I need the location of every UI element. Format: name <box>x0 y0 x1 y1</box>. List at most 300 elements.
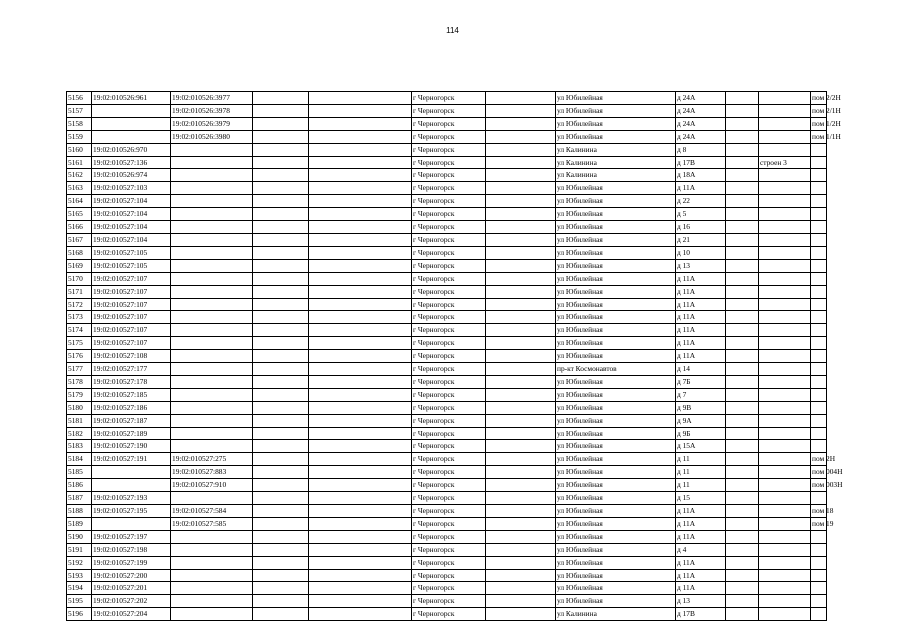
cell-sub-cadastral-number <box>171 195 253 208</box>
cell-sub-cadastral-number <box>171 221 253 234</box>
cell-premises <box>811 259 827 272</box>
cell-city: г Черногорск <box>412 517 486 530</box>
cell-house: д 11А <box>676 272 726 285</box>
cell-row-number: 5195 <box>67 595 92 608</box>
cell-col-5 <box>309 608 412 621</box>
cell-premises <box>811 582 827 595</box>
cell-street: ул Юбилейная <box>556 388 676 401</box>
cell-row-number: 5178 <box>67 375 92 388</box>
cell-building <box>759 182 811 195</box>
cell-city: г Черногорск <box>412 608 486 621</box>
cell-col-10 <box>726 337 759 350</box>
cell-cadastral-number: 19:02:010527:108 <box>92 350 171 363</box>
cell-premises <box>811 182 827 195</box>
cell-col-7 <box>486 337 556 350</box>
cell-col-7 <box>486 169 556 182</box>
cell-col-5 <box>309 479 412 492</box>
cell-col-4 <box>253 130 309 143</box>
cell-col-10 <box>726 595 759 608</box>
cell-col-4 <box>253 582 309 595</box>
cell-building <box>759 595 811 608</box>
cell-building <box>759 337 811 350</box>
cell-street: ул Юбилейная <box>556 569 676 582</box>
cell-street: ул Юбилейная <box>556 453 676 466</box>
cell-sub-cadastral-number: 19:02:010527:910 <box>171 479 253 492</box>
cell-col-4 <box>253 350 309 363</box>
cell-col-4 <box>253 169 309 182</box>
cell-street: ул Калинина <box>556 169 676 182</box>
cell-street: пр-кт Космонавтов <box>556 363 676 376</box>
cell-sub-cadastral-number <box>171 311 253 324</box>
cell-col-7 <box>486 156 556 169</box>
cell-sub-cadastral-number <box>171 530 253 543</box>
cell-col-4 <box>253 427 309 440</box>
cell-street: ул Калинина <box>556 156 676 169</box>
cell-col-4 <box>253 479 309 492</box>
cell-street: ул Юбилейная <box>556 375 676 388</box>
cell-cadastral-number: 19:02:010527:187 <box>92 414 171 427</box>
cell-col-4 <box>253 311 309 324</box>
cell-building <box>759 543 811 556</box>
cell-row-number: 5158 <box>67 117 92 130</box>
cell-street: ул Юбилейная <box>556 337 676 350</box>
cell-col-5 <box>309 401 412 414</box>
table-row <box>67 156 827 169</box>
cell-row-number: 5174 <box>67 324 92 337</box>
cell-premises <box>811 156 827 169</box>
cell-col-5 <box>309 505 412 518</box>
cell-col-7 <box>486 208 556 221</box>
table-row <box>67 337 827 350</box>
cell-sub-cadastral-number: 19:02:010526:3979 <box>171 117 253 130</box>
cell-sub-cadastral-number <box>171 427 253 440</box>
cell-premises <box>811 208 827 221</box>
cell-col-4 <box>253 259 309 272</box>
cell-city: г Черногорск <box>412 117 486 130</box>
cell-cadastral-number: 19:02:010527:185 <box>92 388 171 401</box>
page-number: 114 <box>446 26 459 35</box>
cell-house: д 11А <box>676 182 726 195</box>
cell-sub-cadastral-number <box>171 259 253 272</box>
cell-cadastral-number: 19:02:010527:107 <box>92 272 171 285</box>
cell-col-4 <box>253 221 309 234</box>
table-row <box>67 608 827 621</box>
cell-sub-cadastral-number: 19:02:010527:883 <box>171 466 253 479</box>
table-row <box>67 324 827 337</box>
cell-cadastral-number: 19:02:010527:107 <box>92 285 171 298</box>
cell-cadastral-number: 19:02:010527:107 <box>92 324 171 337</box>
cell-col-7 <box>486 350 556 363</box>
cell-col-5 <box>309 117 412 130</box>
cell-premises <box>811 427 827 440</box>
cell-house: д 11А <box>676 350 726 363</box>
cell-street: ул Юбилейная <box>556 272 676 285</box>
cell-sub-cadastral-number: 19:02:010527:275 <box>171 453 253 466</box>
table-row <box>67 117 827 130</box>
cell-building <box>759 285 811 298</box>
cell-row-number: 5173 <box>67 311 92 324</box>
cell-cadastral-number: 19:02:010527:193 <box>92 492 171 505</box>
cell-col-5 <box>309 246 412 259</box>
cell-house: д 11А <box>676 556 726 569</box>
cell-city: г Черногорск <box>412 337 486 350</box>
cell-col-4 <box>253 569 309 582</box>
cell-col-10 <box>726 363 759 376</box>
cell-house: д 15 <box>676 492 726 505</box>
table-row <box>67 298 827 311</box>
cell-premises <box>811 285 827 298</box>
cell-premises: пом 2/1Н <box>811 104 827 117</box>
cell-city: г Черногорск <box>412 543 486 556</box>
cell-col-5 <box>309 324 412 337</box>
cell-col-10 <box>726 195 759 208</box>
cell-col-5 <box>309 388 412 401</box>
cell-building <box>759 466 811 479</box>
cell-sub-cadastral-number <box>171 182 253 195</box>
cell-row-number: 5182 <box>67 427 92 440</box>
cell-col-4 <box>253 375 309 388</box>
cell-col-10 <box>726 324 759 337</box>
cell-city: г Черногорск <box>412 350 486 363</box>
registry-table <box>66 91 843 621</box>
cell-col-7 <box>486 298 556 311</box>
cell-house: д 14 <box>676 363 726 376</box>
cell-col-5 <box>309 375 412 388</box>
cell-street: ул Юбилейная <box>556 259 676 272</box>
cell-cadastral-number: 19:02:010527:177 <box>92 363 171 376</box>
cell-city: г Черногорск <box>412 92 486 105</box>
cell-house: д 18А <box>676 169 726 182</box>
cell-col-4 <box>253 608 309 621</box>
table-row <box>67 259 827 272</box>
cell-sub-cadastral-number: 19:02:010526:3977 <box>171 92 253 105</box>
cell-house: д 22 <box>676 195 726 208</box>
cell-row-number: 5170 <box>67 272 92 285</box>
cell-building: строен 3 <box>759 156 811 169</box>
table-row <box>67 169 827 182</box>
cell-col-4 <box>253 195 309 208</box>
cell-col-5 <box>309 233 412 246</box>
cell-sub-cadastral-number <box>171 363 253 376</box>
table-row <box>67 388 827 401</box>
cell-premises <box>811 298 827 311</box>
cell-col-7 <box>486 311 556 324</box>
table-row <box>67 375 827 388</box>
cell-col-5 <box>309 298 412 311</box>
cell-house: д 15А <box>676 440 726 453</box>
cell-cadastral-number: 19:02:010526:974 <box>92 169 171 182</box>
cell-col-10 <box>726 388 759 401</box>
cell-row-number: 5187 <box>67 492 92 505</box>
cell-col-5 <box>309 414 412 427</box>
table-row <box>67 104 827 117</box>
cell-col-5 <box>309 466 412 479</box>
cell-sub-cadastral-number <box>171 556 253 569</box>
cell-street: ул Юбилейная <box>556 505 676 518</box>
cell-house: д 17В <box>676 156 726 169</box>
cell-col-4 <box>253 337 309 350</box>
cell-premises: пом 1/2Н <box>811 117 827 130</box>
cell-row-number: 5161 <box>67 156 92 169</box>
cell-row-number: 5163 <box>67 182 92 195</box>
cell-street: ул Юбилейная <box>556 182 676 195</box>
table-row <box>67 272 827 285</box>
table-row <box>67 92 827 105</box>
cell-row-number: 5190 <box>67 530 92 543</box>
cell-sub-cadastral-number <box>171 285 253 298</box>
cell-city: г Черногорск <box>412 569 486 582</box>
cell-building <box>759 221 811 234</box>
cell-premises <box>811 311 827 324</box>
cell-premises: пом 2Н <box>811 453 827 466</box>
cell-house: д 11А <box>676 517 726 530</box>
cell-col-4 <box>253 272 309 285</box>
cell-house: д 11 <box>676 479 726 492</box>
cell-premises <box>811 492 827 505</box>
cell-cadastral-number <box>92 130 171 143</box>
cell-sub-cadastral-number <box>171 543 253 556</box>
cell-col-5 <box>309 556 412 569</box>
cell-building <box>759 311 811 324</box>
cell-city: г Черногорск <box>412 388 486 401</box>
cell-sub-cadastral-number: 19:02:010526:3980 <box>171 130 253 143</box>
cell-cadastral-number: 19:02:010527:107 <box>92 337 171 350</box>
cell-city: г Черногорск <box>412 104 486 117</box>
cell-col-5 <box>309 259 412 272</box>
cell-premises <box>811 143 827 156</box>
cell-street: ул Юбилейная <box>556 92 676 105</box>
cell-street: ул Юбилейная <box>556 530 676 543</box>
cell-house: д 11А <box>676 285 726 298</box>
cell-cadastral-number <box>92 117 171 130</box>
cell-building <box>759 517 811 530</box>
cell-premises: пом 18 <box>811 505 827 518</box>
cell-premises <box>811 246 827 259</box>
cell-premises: пом 004Н <box>811 466 827 479</box>
cell-city: г Черногорск <box>412 453 486 466</box>
cell-col-4 <box>253 285 309 298</box>
cell-col-5 <box>309 453 412 466</box>
table-row <box>67 233 827 246</box>
cell-col-10 <box>726 285 759 298</box>
table-row <box>67 195 827 208</box>
cell-sub-cadastral-number <box>171 350 253 363</box>
cell-premises: пом 19 <box>811 517 827 530</box>
cell-house: д 11А <box>676 530 726 543</box>
cell-building <box>759 388 811 401</box>
cell-city: г Черногорск <box>412 401 486 414</box>
cell-col-4 <box>253 324 309 337</box>
cell-col-10 <box>726 375 759 388</box>
cell-street: ул Юбилейная <box>556 285 676 298</box>
cell-row-number: 5160 <box>67 143 92 156</box>
cell-building <box>759 169 811 182</box>
cell-col-10 <box>726 608 759 621</box>
cell-col-5 <box>309 595 412 608</box>
cell-col-7 <box>486 104 556 117</box>
table-row <box>67 143 827 156</box>
cell-city: г Черногорск <box>412 414 486 427</box>
cell-row-number: 5183 <box>67 440 92 453</box>
cell-row-number: 5193 <box>67 569 92 582</box>
cell-col-4 <box>253 208 309 221</box>
cell-col-7 <box>486 492 556 505</box>
cell-house: д 11А <box>676 311 726 324</box>
cell-col-10 <box>726 169 759 182</box>
cell-premises <box>811 233 827 246</box>
cell-city: г Черногорск <box>412 479 486 492</box>
cell-col-10 <box>726 208 759 221</box>
cell-building <box>759 350 811 363</box>
table-row <box>67 311 827 324</box>
cell-row-number: 5179 <box>67 388 92 401</box>
cell-premises <box>811 272 827 285</box>
table-row <box>67 221 827 234</box>
cell-house: д 24А <box>676 130 726 143</box>
cell-col-5 <box>309 492 412 505</box>
cell-col-5 <box>309 143 412 156</box>
cell-building <box>759 363 811 376</box>
cell-col-7 <box>486 388 556 401</box>
cell-row-number: 5189 <box>67 517 92 530</box>
cell-col-4 <box>253 143 309 156</box>
cell-city: г Черногорск <box>412 143 486 156</box>
cell-col-7 <box>486 92 556 105</box>
cell-col-10 <box>726 350 759 363</box>
cell-row-number: 5165 <box>67 208 92 221</box>
cell-col-7 <box>486 543 556 556</box>
cell-col-5 <box>309 169 412 182</box>
cell-premises <box>811 414 827 427</box>
cell-col-10 <box>726 143 759 156</box>
cell-cadastral-number: 19:02:010526:970 <box>92 143 171 156</box>
cell-sub-cadastral-number <box>171 298 253 311</box>
cell-house: д 11А <box>676 337 726 350</box>
cell-row-number: 5159 <box>67 130 92 143</box>
cell-street: ул Юбилейная <box>556 195 676 208</box>
cell-street: ул Юбилейная <box>556 401 676 414</box>
cell-house: д 11А <box>676 569 726 582</box>
cell-building <box>759 569 811 582</box>
cell-sub-cadastral-number <box>171 582 253 595</box>
cell-col-5 <box>309 337 412 350</box>
cell-building <box>759 104 811 117</box>
cell-house: д 11А <box>676 298 726 311</box>
cell-col-5 <box>309 156 412 169</box>
cell-col-4 <box>253 298 309 311</box>
cell-house: д 24А <box>676 92 726 105</box>
cell-col-7 <box>486 363 556 376</box>
cell-street: ул Юбилейная <box>556 582 676 595</box>
cell-house: д 11А <box>676 582 726 595</box>
cell-col-4 <box>253 505 309 518</box>
cell-building <box>759 233 811 246</box>
cell-sub-cadastral-number <box>171 233 253 246</box>
cell-col-7 <box>486 324 556 337</box>
cell-row-number: 5181 <box>67 414 92 427</box>
cell-row-number: 5188 <box>67 505 92 518</box>
cell-street: ул Юбилейная <box>556 130 676 143</box>
cell-col-7 <box>486 285 556 298</box>
cell-cadastral-number: 19:02:010527:198 <box>92 543 171 556</box>
cell-house: д 11А <box>676 505 726 518</box>
cell-premises <box>811 350 827 363</box>
cell-cadastral-number: 19:02:010527:202 <box>92 595 171 608</box>
cell-city: г Черногорск <box>412 182 486 195</box>
table-row <box>67 530 827 543</box>
cell-premises <box>811 569 827 582</box>
cell-street: ул Юбилейная <box>556 595 676 608</box>
cell-city: г Черногорск <box>412 208 486 221</box>
table-row <box>67 569 827 582</box>
cell-col-10 <box>726 569 759 582</box>
cell-cadastral-number <box>92 479 171 492</box>
cell-building <box>759 492 811 505</box>
cell-street: ул Юбилейная <box>556 427 676 440</box>
cell-house: д 9Б <box>676 427 726 440</box>
cell-cadastral-number: 19:02:010527:195 <box>92 505 171 518</box>
cell-premises <box>811 556 827 569</box>
cell-sub-cadastral-number <box>171 375 253 388</box>
table-row <box>67 350 827 363</box>
cell-city: г Черногорск <box>412 246 486 259</box>
cell-house: д 5 <box>676 208 726 221</box>
cell-sub-cadastral-number <box>171 492 253 505</box>
cell-col-7 <box>486 595 556 608</box>
cell-cadastral-number: 19:02:010527:107 <box>92 311 171 324</box>
table-row <box>67 466 827 479</box>
cell-cadastral-number: 19:02:010527:104 <box>92 233 171 246</box>
cell-col-10 <box>726 479 759 492</box>
cell-cadastral-number: 19:02:010527:189 <box>92 427 171 440</box>
cell-city: г Черногорск <box>412 311 486 324</box>
cell-city: г Черногорск <box>412 324 486 337</box>
cell-building <box>759 505 811 518</box>
cell-col-10 <box>726 543 759 556</box>
cell-col-7 <box>486 556 556 569</box>
cell-row-number: 5175 <box>67 337 92 350</box>
table-row <box>67 427 827 440</box>
cell-col-10 <box>726 130 759 143</box>
cell-sub-cadastral-number <box>171 156 253 169</box>
cell-building <box>759 401 811 414</box>
cell-cadastral-number: 19:02:010527:201 <box>92 582 171 595</box>
cell-sub-cadastral-number <box>171 401 253 414</box>
cell-city: г Черногорск <box>412 375 486 388</box>
cell-row-number: 5172 <box>67 298 92 311</box>
cell-city: г Черногорск <box>412 298 486 311</box>
cell-house: д 13 <box>676 259 726 272</box>
cell-row-number: 5162 <box>67 169 92 182</box>
cell-col-4 <box>253 363 309 376</box>
cell-cadastral-number: 19:02:010527:200 <box>92 569 171 582</box>
cell-sub-cadastral-number <box>171 337 253 350</box>
table-row <box>67 595 827 608</box>
cell-city: г Черногорск <box>412 427 486 440</box>
cell-sub-cadastral-number <box>171 208 253 221</box>
table-row <box>67 414 827 427</box>
cell-street: ул Юбилейная <box>556 233 676 246</box>
cell-col-10 <box>726 156 759 169</box>
cell-col-5 <box>309 92 412 105</box>
cell-cadastral-number: 19:02:010527:104 <box>92 208 171 221</box>
cell-cadastral-number: 19:02:010527:186 <box>92 401 171 414</box>
cell-sub-cadastral-number <box>171 388 253 401</box>
cell-cadastral-number <box>92 466 171 479</box>
cell-cadastral-number <box>92 104 171 117</box>
cell-building <box>759 440 811 453</box>
cell-building <box>759 556 811 569</box>
